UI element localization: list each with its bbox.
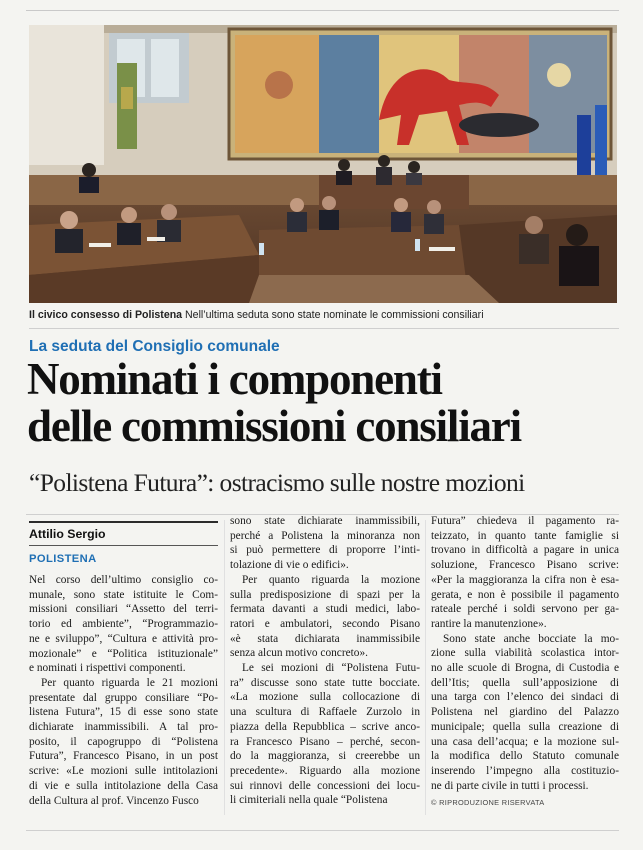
article-line: posito, il capogruppo di “Polistena [29,735,218,748]
article-line: gerata, e non è possibile il pagamento [431,588,619,601]
headline-line-1: Nominati i componenti [27,354,442,404]
kicker: La seduta del Consiglio comunale [29,338,280,355]
article-line: una scultura di Raffaele Zurzolo in [230,706,420,719]
author-rule-top [29,521,218,523]
article-line: la modifica dello Statuto comunale [431,750,619,763]
column-separator [224,520,225,815]
article-line: mozionale” e “Politica istituzionale” [29,647,218,660]
dateline: POLISTENA [29,553,97,565]
subheadline: “Polistena Futura”: ostracismo sulle nostre mozioni [29,468,525,497]
article-line: una targa con l’elenco dei sindaci di [431,691,619,704]
article-line: rateale perché i soldi servono per ga- [431,603,619,616]
article-line: della Cultura al prof. Vincenzo Fusco [29,794,199,807]
article-line: «Per la maggioranza la cifra non è esa- [431,573,619,586]
article-line: di vie e sulla intitolazione della Casa [29,779,218,792]
article-line: senza alcun motivo concreto». [230,647,368,660]
headline-line-2: delle commissioni consiliari [27,401,521,451]
article-line: presentate dal gruppo consiliare “Po- [29,691,218,704]
caption-text: Nell’ultima seduta sono state nominate le commissioni consiliari [182,309,484,321]
article-line: munale, sono state istituite le Com- [29,588,218,601]
article-line: scrive: «Le mozioni sulle intitolazioni [29,765,218,778]
article-line: do la maggioranza, si creerebbe un [230,750,420,763]
article-line: Per quanto riguarda la mozione [242,573,420,586]
article-column-3 [431,514,619,793]
article-line: Futura” chiedeva il pagamento ra- [431,515,619,527]
caption-bold: Il civico consesso di Polistena [29,309,183,321]
article-line: «è stata dichiarata inammissibile [230,632,420,645]
floor [249,275,499,303]
article-line: Sono state anche bocciate la mo- [443,632,619,645]
article-line: Nel corso dell’ultimo consiglio co- [29,574,218,586]
article-line: municipale; quella sulla creazione di [431,720,619,733]
article-line: sulla predisposizione di spazi per la [230,588,420,601]
bottom-rule [26,830,619,831]
article-line: dell’Itis; quella sull’apposizione di [431,676,619,689]
photo-illustration [29,25,617,303]
article-line: teizzato, in quanto tante famiglie si [431,529,619,542]
article-line: ne e sviluppo”, “Cultura e attività pro- [29,632,218,645]
article-line: tolazione di vie o edifici». [230,559,349,572]
article-line: sono state dichiarate inammissibili, [230,515,420,527]
column-separator [425,520,426,815]
article-line: dichiarate inammissibili. A tal pro- [29,721,218,734]
caption-rule [29,328,619,329]
article-line: Polistena nel giardino del Palazzo [431,706,619,719]
article-line: inserendo l’impegno alla costituzio- [431,764,619,777]
article-line: sui rinnovi delle concessioni dei locu- [230,779,420,792]
article-line: ne di parte civile in tutti i processi. [431,779,589,792]
eu-flag [577,115,591,175]
headline [27,356,627,450]
article-line: si può permettere di proporre l’inti- [230,544,420,557]
article-line: li cimiteriali nella quale “Polistena [230,794,388,807]
article-column-2 [230,514,420,808]
article-line: soluzione, Francesco Pisano scrive: [431,559,619,572]
copyright-notice: © RIPRODUZIONE RISERVATA [431,798,545,807]
article-line: ra” discusse sono state tutte bocciate. [230,676,420,689]
article-line: Le sei mozioni di “Polistena Futu- [242,662,420,675]
article-line: precedente». Riguardo alla mozione [230,764,420,777]
author-rule-bottom [29,545,218,546]
article-line: missioni consiliari “Assetto del terri- [29,603,218,616]
article-line: zione sulla viabilità scolastica intor- [431,647,619,660]
article-line: ratori e ambulatori, secondo Pisano [230,617,420,630]
article-line: listena Futura”, 15 di esse sono state [29,706,218,719]
article-column-1 [29,573,218,808]
article-line: perché a Polistena la minoranza non [230,529,420,542]
photo-caption [29,309,619,322]
author-byline: Attilio Sergio [29,527,106,541]
article-line: Per quanto riguarda le 21 mozioni [41,676,218,689]
article-line: ra Francesco Pisano – perché, secon- [230,735,420,748]
article-line: Futura”, Francesco Pisano, in un post [29,750,218,763]
article-line: «La mozione sulla collocazione di [230,691,420,704]
article-line: no alle scuole di Brogna, di Custodia e [431,662,619,675]
article-line: rantire la manutenzione». [431,617,547,630]
article-line: e nominati i rispettivi componenti. [29,662,186,675]
article-line: piazza della Repubblica – scrive anco- [230,720,420,733]
article-line: trovano in difficoltà a pagare in unica [431,544,619,557]
council-chamber-photo [29,25,617,303]
article-line: torio ed ambiente”, “Programmazio- [29,618,218,631]
article-line: fermata davanti a studi medici, labo- [230,603,420,616]
top-rule [26,10,619,11]
article-line: una casa dell’acqua; e la mozione sul- [431,735,619,748]
